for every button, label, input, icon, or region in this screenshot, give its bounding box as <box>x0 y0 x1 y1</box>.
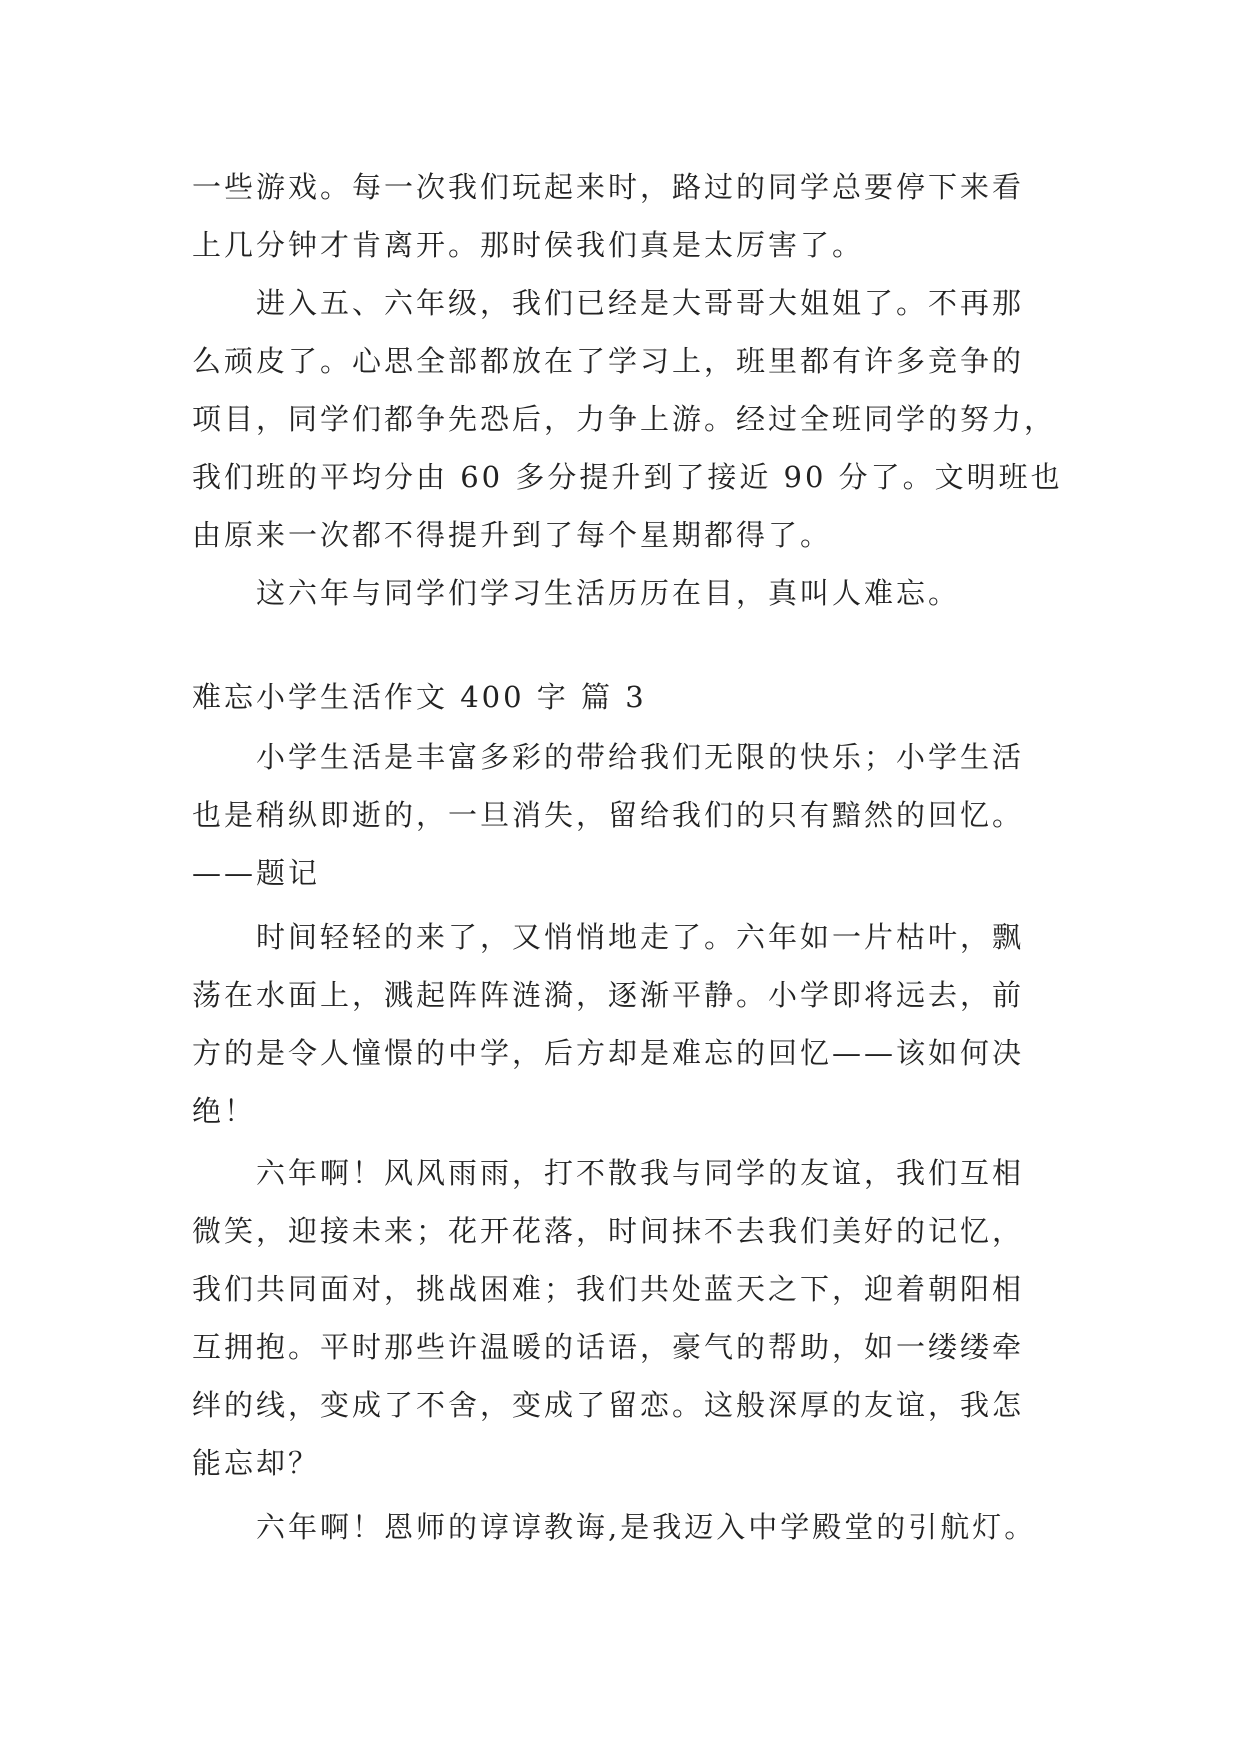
text-line: 微笑，迎接未来；花开花落，时间抹不去我们美好的记忆， <box>192 1214 1025 1248</box>
paragraph-first-line: 六年啊！风风雨雨，打不散我与同学的友谊，我们互相 <box>256 1156 1025 1190</box>
paragraph-first-line: 小学生活是丰富多彩的带给我们无限的快乐；小学生活 <box>256 740 1025 774</box>
text-line: 互拥抱。平时那些许温暖的话语，豪气的帮助，如一缕缕牵 <box>192 1330 1025 1364</box>
text-line: 方的是令人憧憬的中学，后方却是难忘的回忆——该如何决 <box>192 1036 1025 1070</box>
text-line: 绝！ <box>192 1094 257 1128</box>
text-line: 能忘却？ <box>192 1446 321 1480</box>
epigraph-attribution: ——题记 <box>192 856 321 890</box>
text-line: 荡在水面上，溅起阵阵涟漪，逐渐平静。小学即将远去，前 <box>192 978 1025 1012</box>
text-line: 么顽皮了。心思全部都放在了学习上，班里都有许多竞争的 <box>192 344 1025 378</box>
section-heading: 难忘小学生活作文 400 字 篇 3 <box>192 680 647 714</box>
text-line: 由原来一次都不得提升到了每个星期都得了。 <box>192 518 833 552</box>
text-line: 我们共同面对，挑战困难；我们共处蓝天之下，迎着朝阳相 <box>192 1272 1025 1306</box>
text-line: 我们班的平均分由 60 多分提升到了接近 90 分了。文明班也 <box>192 460 1063 494</box>
paragraph-first-line: 进入五、六年级，我们已经是大哥哥大姐姐了。不再那 <box>256 286 1025 320</box>
text-line: 绊的线，变成了不舍，变成了留恋。这般深厚的友谊，我怎 <box>192 1388 1025 1422</box>
text-line: 也是稍纵即逝的，一旦消失，留给我们的只有黯然的回忆。 <box>192 798 1025 832</box>
paragraph-first-line: 这六年与同学们学习生活历历在目，真叫人难忘。 <box>256 576 961 610</box>
text-line: 上几分钟才肯离开。那时侯我们真是太厉害了。 <box>192 228 865 262</box>
paragraph-first-line: 六年啊！恩师的谆谆教诲,是我迈入中学殿堂的引航灯。 <box>256 1510 1037 1544</box>
text-line: 项目，同学们都争先恐后，力争上游。经过全班同学的努力， <box>192 402 1057 436</box>
paragraph-first-line: 时间轻轻的来了，又悄悄地走了。六年如一片枯叶，飘 <box>256 920 1025 954</box>
text-line: 一些游戏。每一次我们玩起来时，路过的同学总要停下来看 <box>192 170 1025 204</box>
